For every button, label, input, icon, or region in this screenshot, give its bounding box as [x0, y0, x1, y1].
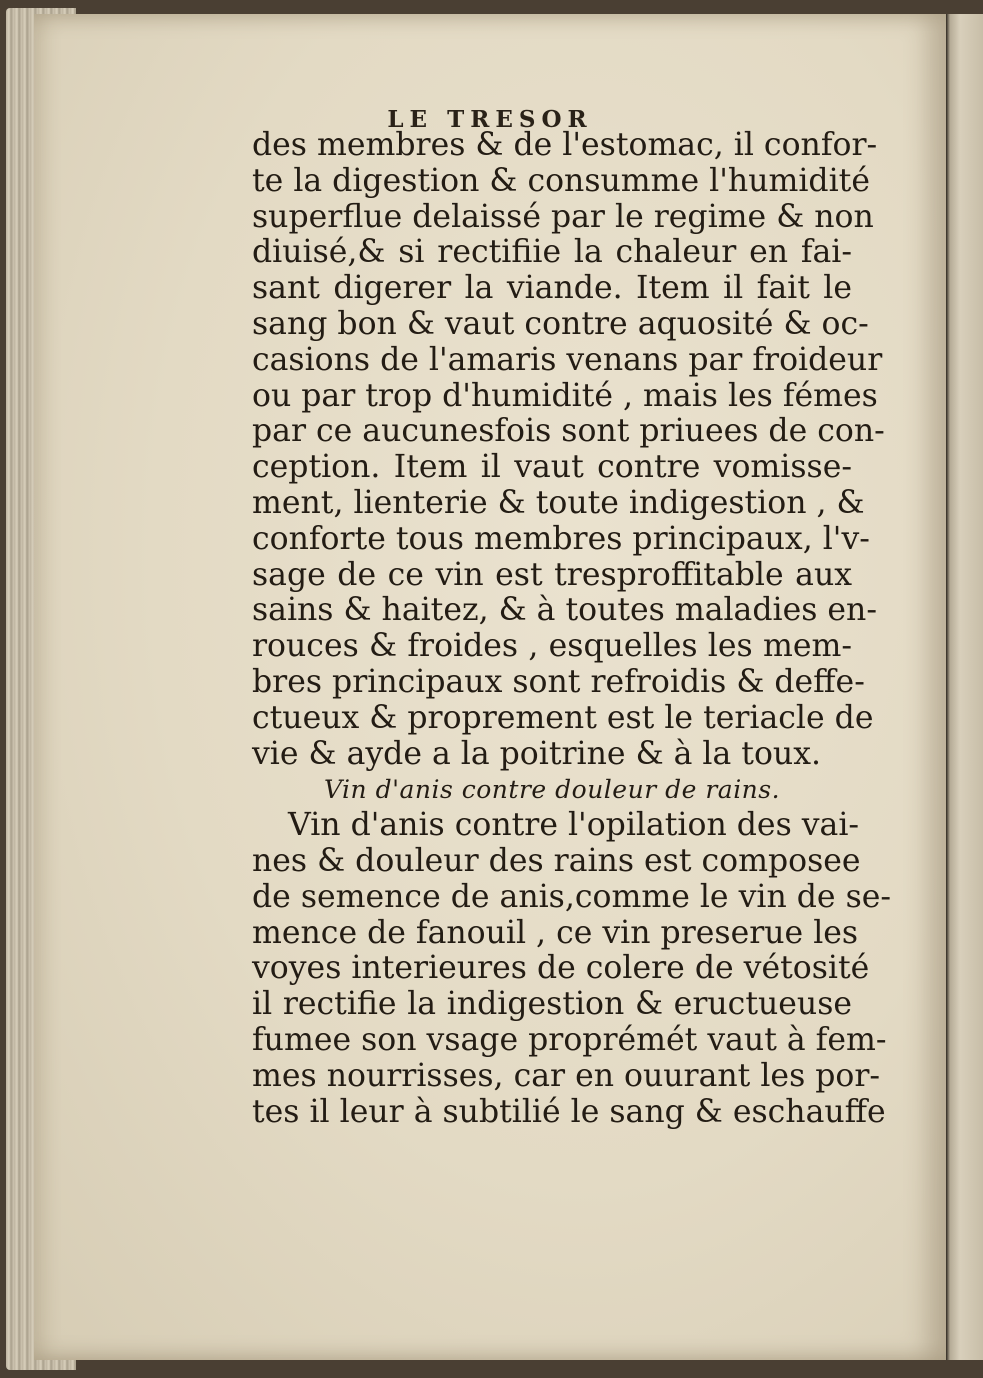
- text-line: voyes interieures de colere de vétosité: [252, 950, 870, 987]
- running-head: LE TRESOR: [387, 106, 593, 133]
- text-line: ctueux & proprement est le teriacle de: [252, 699, 874, 736]
- text-line: Vin d'anis contre l'opilation des vai-: [288, 807, 860, 844]
- text-line: sant digerer la viande. Item il fait le: [252, 270, 852, 307]
- text-line: de semence de anis,comme le vin de se-: [252, 878, 892, 915]
- text-line: sang bon & vaut contre aquosité & oc-: [252, 305, 869, 342]
- text-line: tes il leur à subtilié le sang & eschauffe: [252, 1093, 886, 1130]
- section-heading: Vin d'anis contre douleur de rains.: [323, 775, 781, 805]
- text-line: sage de ce vin est tresproffitable aux: [252, 556, 852, 593]
- facing-page-edge: [946, 14, 983, 1360]
- text-line: ception. Item il vaut contre vomisse-: [252, 449, 852, 486]
- text-line: bres principaux sont refroidis & deffe-: [252, 663, 865, 700]
- text-line: sains & haitez, & à toutes maladies en-: [252, 592, 877, 629]
- text-line: ou par trop d'humidité , mais les fémes: [252, 377, 878, 414]
- page-text: [252, 127, 892, 1130]
- text-line: par ce aucunesfois sont priuees de con-: [252, 413, 885, 450]
- text-line: des membres & de l'estomac, il confor-: [252, 127, 878, 163]
- text-line: diuisé,& si rectifiie la chaleur en fai-: [252, 234, 852, 271]
- text-line: rouces & froides , esquelles les mem-: [252, 628, 852, 665]
- text-line: mes nourrisses, car en ouurant les por-: [252, 1057, 881, 1094]
- text-line: mence de fanouil , ce vin preserue les: [252, 914, 859, 951]
- text-line: conforte tous membres principaux, l'v-: [252, 520, 870, 557]
- text-line: nes & douleur des rains est composee: [252, 842, 861, 879]
- text-line: te la digestion & consumme l'humidité: [252, 162, 870, 199]
- text-line: ment, lienterie & toute indigestion , &: [252, 484, 865, 521]
- text-line: superflue delaissé par le regime & non: [252, 198, 874, 235]
- text-line: casions de l'amaris venans par froideur: [252, 341, 883, 378]
- text-line: vie & ayde a la poitrine & à la toux.: [252, 735, 821, 772]
- text-line: il rectifie la indigestion & eructueuse: [252, 986, 852, 1023]
- text-line: fumee son vsage proprémét vaut à fem-: [252, 1021, 887, 1058]
